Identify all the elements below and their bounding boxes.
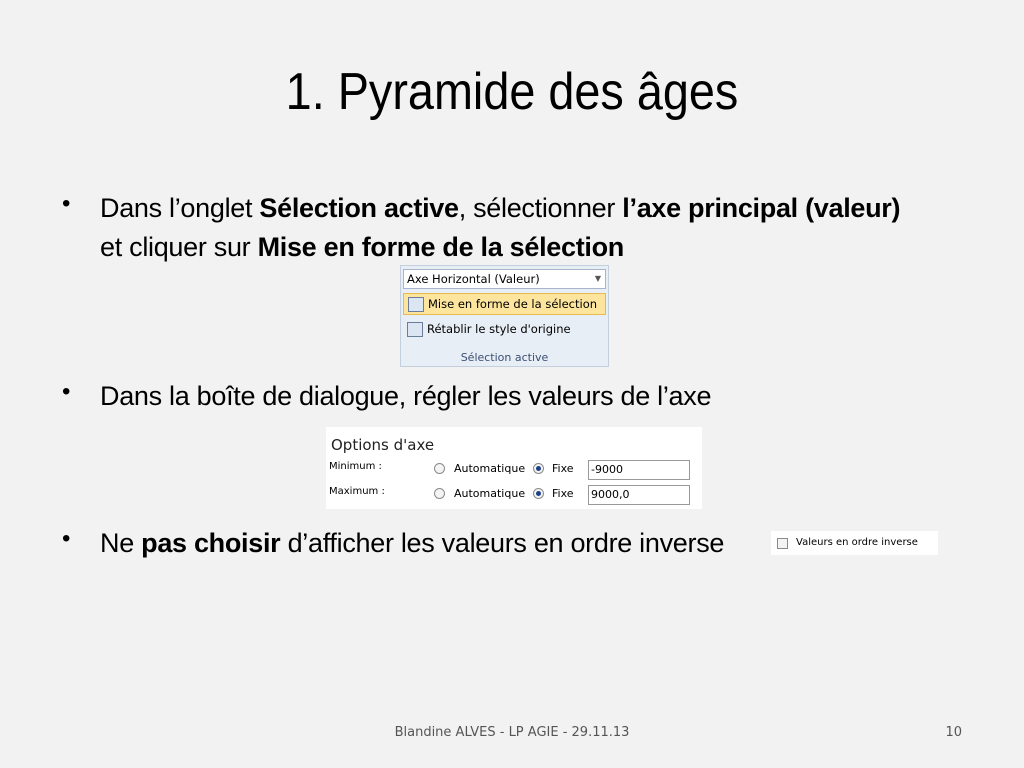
bullet-3-text — [100, 525, 724, 562]
bullet-1-text-b: Sélection active — [259, 193, 459, 223]
maximum-label: Maximum : — [329, 486, 385, 497]
bullet-2-text: Dans la boîte de dialogue, régler les valeurs de l’axe — [100, 381, 712, 411]
minimum-label: Minimum : — [329, 461, 382, 472]
slide-title: 1. Pyramide des âges — [285, 63, 739, 121]
format-selection-label: Mise en forme de la sélection — [428, 297, 598, 311]
maximum-auto-label[interactable]: Automatique — [454, 487, 526, 500]
bullet-3-text-a: Ne — [100, 528, 142, 558]
ribbon-selection-group — [400, 265, 609, 367]
format-selection-button[interactable] — [403, 293, 606, 315]
minimum-auto-radio[interactable] — [434, 463, 445, 474]
slide-footer: Blandine ALVES - LP AGIE - 29.11.13 — [394, 725, 630, 740]
chart-element-combo[interactable] — [403, 269, 606, 289]
bullet-1-line-2 — [100, 229, 624, 266]
format-selection-icon — [408, 297, 424, 312]
reverse-order-checkbox[interactable] — [777, 538, 788, 549]
page-number: 10 — [945, 725, 962, 740]
maximum-fixed-radio[interactable] — [533, 488, 544, 499]
bullet-1-text-f: Mise en forme de la sélection — [257, 232, 625, 262]
bullet-1-text-c: , sélectionner — [458, 193, 623, 223]
minimum-row — [326, 459, 702, 481]
maximum-auto-radio[interactable] — [434, 488, 445, 499]
reset-style-icon — [407, 322, 423, 337]
reset-style-label: Rétablir le style d'origine — [427, 322, 571, 336]
bullet-marker: • — [62, 190, 71, 217]
minimum-value-field[interactable]: -9000 — [588, 460, 690, 480]
bullet-1-line-1 — [100, 190, 900, 227]
bullet-1-text-e: et cliquer sur — [100, 232, 258, 262]
bullet-marker: • — [62, 525, 71, 552]
axis-options-title: Options d'axe — [331, 436, 435, 454]
reset-style-button[interactable] — [403, 319, 606, 341]
maximum-row — [326, 484, 702, 506]
bullet-3-text-c: d’afficher les valeurs en ordre inverse — [280, 528, 725, 558]
bullet-3-text-b: pas choisir — [141, 528, 281, 558]
bullet-1-text-d: l’axe principal (valeur) — [622, 193, 901, 223]
ribbon-group-label: Sélection active — [460, 351, 549, 364]
bullet-1-text-a: Dans l’onglet — [100, 193, 260, 223]
reverse-order-label[interactable]: Valeurs en ordre inverse — [796, 537, 918, 548]
maximum-fixed-label[interactable]: Fixe — [552, 487, 574, 500]
maximum-value-field[interactable]: 9000,0 — [588, 485, 690, 505]
chart-element-combo-value: Axe Horizontal (Valeur) — [407, 272, 540, 286]
minimum-fixed-radio[interactable] — [533, 463, 544, 474]
minimum-auto-label[interactable]: Automatique — [454, 462, 526, 475]
reverse-order-option[interactable] — [771, 531, 938, 555]
bullet-marker: • — [62, 378, 71, 405]
axis-options-panel — [326, 427, 702, 509]
chevron-down-icon[interactable]: ▼ — [594, 274, 601, 283]
minimum-fixed-label[interactable]: Fixe — [552, 462, 574, 475]
